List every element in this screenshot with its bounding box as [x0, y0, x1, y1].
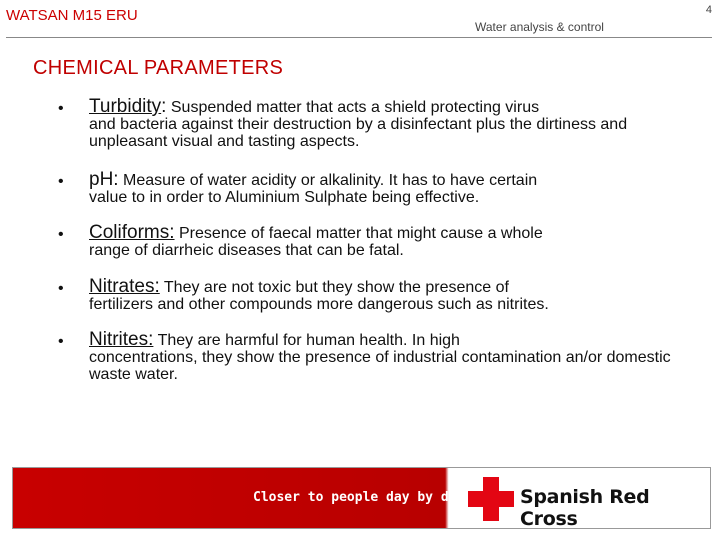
- bullet-line1: Measure of water acidity or alkalinity. It has to have certain: [118, 172, 538, 189]
- header-left-title: WATSAN M15 ERU: [6, 7, 138, 24]
- bullet-term: pH:: [89, 169, 119, 190]
- bullet-rest: and bacteria against their destruction by a disinfectant plus the dirtiness and unpleasant visual and tasting aspects.: [89, 116, 628, 150]
- bullet-line1: They are harmful for human health. In high: [153, 332, 460, 349]
- bullet-line1: They are not toxic but they show the presence of: [159, 279, 509, 296]
- bullet-dot: •: [58, 173, 64, 190]
- bullet-dot: •: [58, 333, 64, 350]
- bullet-rest: value to in order to Aluminium Sulphate being effective.: [89, 189, 480, 206]
- page-title: CHEMICAL PARAMETERS: [33, 57, 284, 79]
- bullet-text: [89, 224, 698, 259]
- bullet-rest: range of diarrheic diseases that can be fatal.: [89, 242, 404, 259]
- footer-banner: [12, 467, 711, 529]
- bullet-dot: •: [58, 226, 64, 243]
- bullet-line1: Suspended matter that acts a shield protecting virus: [166, 99, 540, 116]
- bullet-item-coliforms: [58, 224, 698, 259]
- bullet-text: [89, 171, 698, 206]
- bullet-item-ph: [58, 171, 698, 206]
- bullet-term-punct: :: [161, 96, 167, 117]
- footer-slogan: Closer to people day by day: [253, 490, 465, 505]
- bullet-item-turbidity: [58, 98, 698, 150]
- bullet-term: Turbidity: [89, 96, 162, 117]
- bullet-item-nitrites: [58, 331, 698, 383]
- header-divider: [6, 37, 712, 38]
- bullet-dot: •: [58, 100, 64, 117]
- bullet-term: Coliforms:: [89, 222, 175, 243]
- bullet-rest: concentrations, they show the presence of industrial contamination an/or domestic waste water.: [89, 349, 671, 383]
- bullet-item-nitrates: [58, 278, 698, 313]
- header-subtitle: Water analysis & control: [475, 20, 604, 34]
- bullet-dot: •: [58, 280, 64, 297]
- bullet-text: [89, 331, 698, 383]
- bullet-text: [89, 278, 698, 313]
- organization-logo-text: Spanish Red Cross: [520, 486, 650, 530]
- bullet-term: Nitrates:: [89, 276, 160, 297]
- bullet-term: Nitrites:: [89, 329, 154, 350]
- bullet-text: [89, 98, 698, 150]
- page-number: 4: [705, 4, 712, 16]
- red-cross-icon: [468, 477, 514, 521]
- bullet-rest: fertilizers and other compounds more dangerous such as nitrites.: [89, 296, 549, 313]
- bullet-line1: Presence of faecal matter that might cause a whole: [174, 225, 543, 242]
